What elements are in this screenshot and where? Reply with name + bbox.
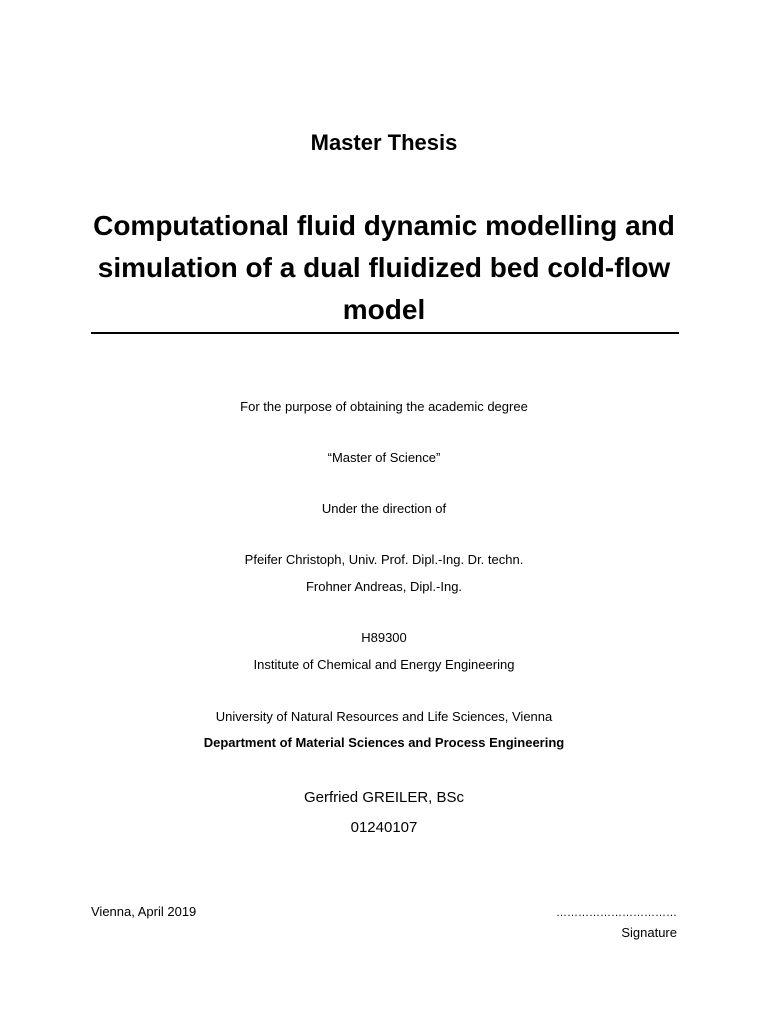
department-name: Department of Material Sciences and Process Engineering: [203, 735, 565, 750]
signature-label: Signature: [621, 925, 677, 940]
student-id: 01240107: [350, 819, 418, 836]
signature-block: [556, 904, 677, 944]
degree-name: “Master of Science”: [327, 450, 441, 465]
supervisor-1: Pfeifer Christoph, Univ. Prof. Dipl.-Ing. Dr. techn.: [244, 552, 524, 567]
institute-code: H89300: [361, 630, 407, 645]
thesis-title: Computational fluid dynamic modelling and simulation of a dual fluidized bed cold-flow model: [93, 210, 675, 325]
author-name: Gerfried GREILER, BSc: [303, 789, 465, 806]
title-divider: [91, 332, 679, 334]
signature-line: ……………………………: [556, 907, 677, 919]
university-name: University of Natural Resources and Life Sciences, Vienna: [215, 709, 553, 724]
supervisor-2: Frohner Andreas, Dipl.-Ing.: [305, 579, 463, 594]
degree-purpose: For the purpose of obtaining the academic degree: [240, 399, 528, 414]
document-type: Master Thesis: [310, 130, 458, 155]
direction-label: Under the direction of: [321, 501, 447, 516]
place-date: Vienna, April 2019: [91, 904, 197, 919]
institute-name: Institute of Chemical and Energy Engineering: [253, 657, 515, 672]
